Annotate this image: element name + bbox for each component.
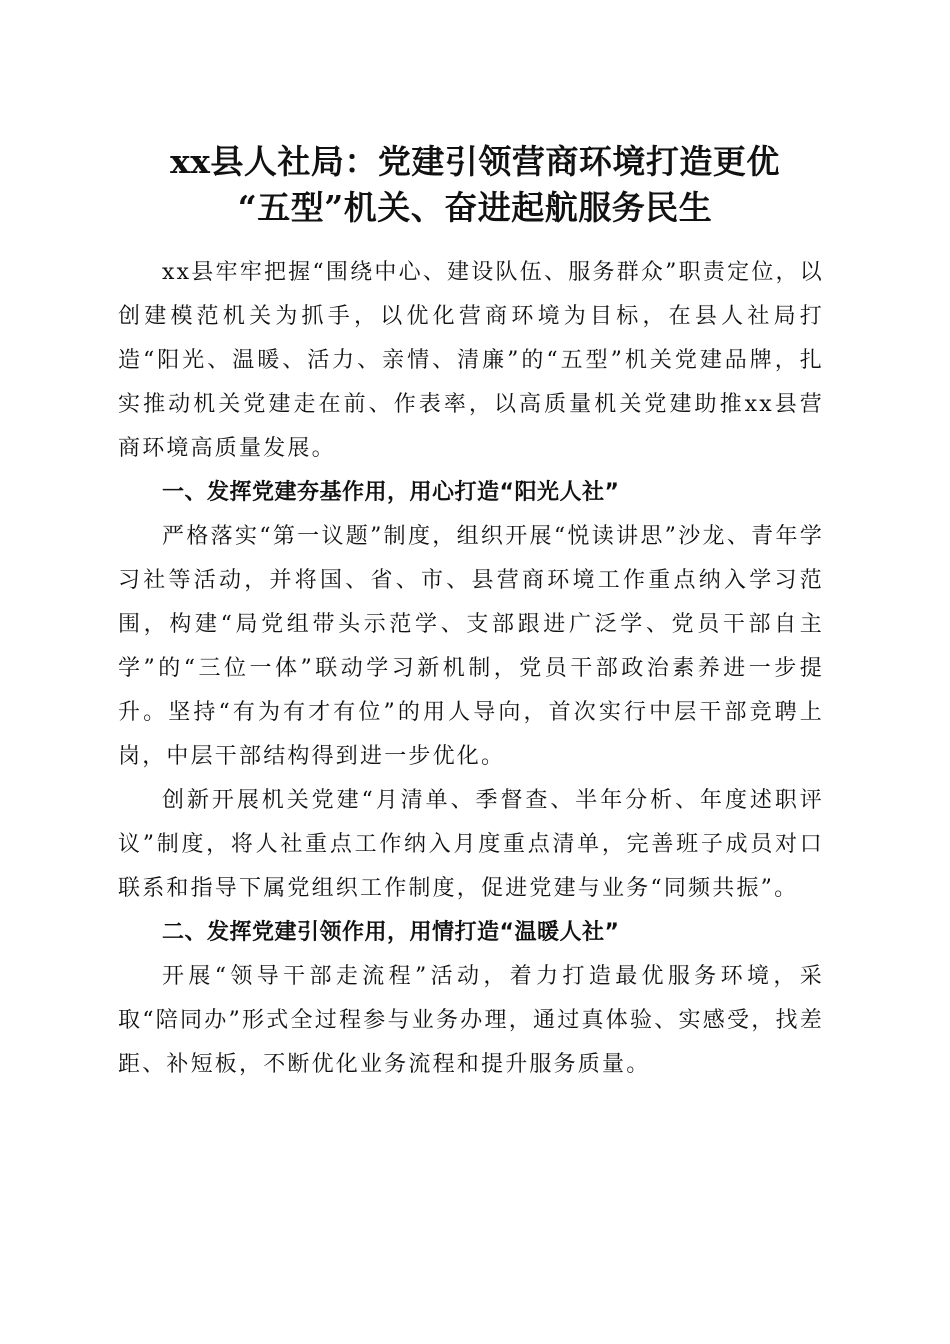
section-2-heading: 二、发挥党建引领作用，用情打造“温暖人社” <box>162 920 620 945</box>
section-2-paragraph-1: 开展“领导干部走流程”活动，着力打造最优服务环境，采取“陪同办”形式全过程参与业务办理，通过真体验、实感受，找差距、补短板，不断优化业务流程和提升服务质量。 <box>118 964 824 1077</box>
section-1-heading: 一、发挥党建夯基作用，用心打造“阳光人社” <box>162 480 620 505</box>
section-1-paragraph-1: 严格落实“第一议题”制度，组织开展“悦读讲思”沙龙、青年学习社等活动，并将国、省、市、县营商环境工作重点纳入学习范围，构建“局党组带头示范学、支部跟进广泛学、党员干部自主学”的“三位一体”联动学习新机制，党员干部政治素养进一步提升。坚持“有为有才有位”的用人导向，首次实行中层干部竞聘上岗，中层干部结构得到进一步优化。 <box>118 524 824 769</box>
document-title-line-2: “五型”机关、奋进起航服务民生 <box>237 188 713 227</box>
section-1-paragraph-2: 创新开展机关党建“月清单、季督查、半年分析、年度述职评议”制度，将人社重点工作纳入月度重点清单，完善班子成员对口联系和指导下属党组织工作制度，促进党建与业务“同频共振”。 <box>118 788 824 901</box>
intro-paragraph: xx县牢牢把握“围绕中心、建设队伍、服务群众”职责定位，以创建模范机关为抓手，以优化营商环境为目标，在县人社局打造“阳光、温暖、活力、亲情、清廉”的“五型”机关党建品牌，扎实推动机关党建走在前、作表率，以高质量机关党建助推xx县营商环境高质量发展。 <box>118 260 824 461</box>
document-title-line-1: xx县人社局：党建引领营商环境打造更优 <box>170 142 780 181</box>
document-body <box>118 251 824 1087</box>
